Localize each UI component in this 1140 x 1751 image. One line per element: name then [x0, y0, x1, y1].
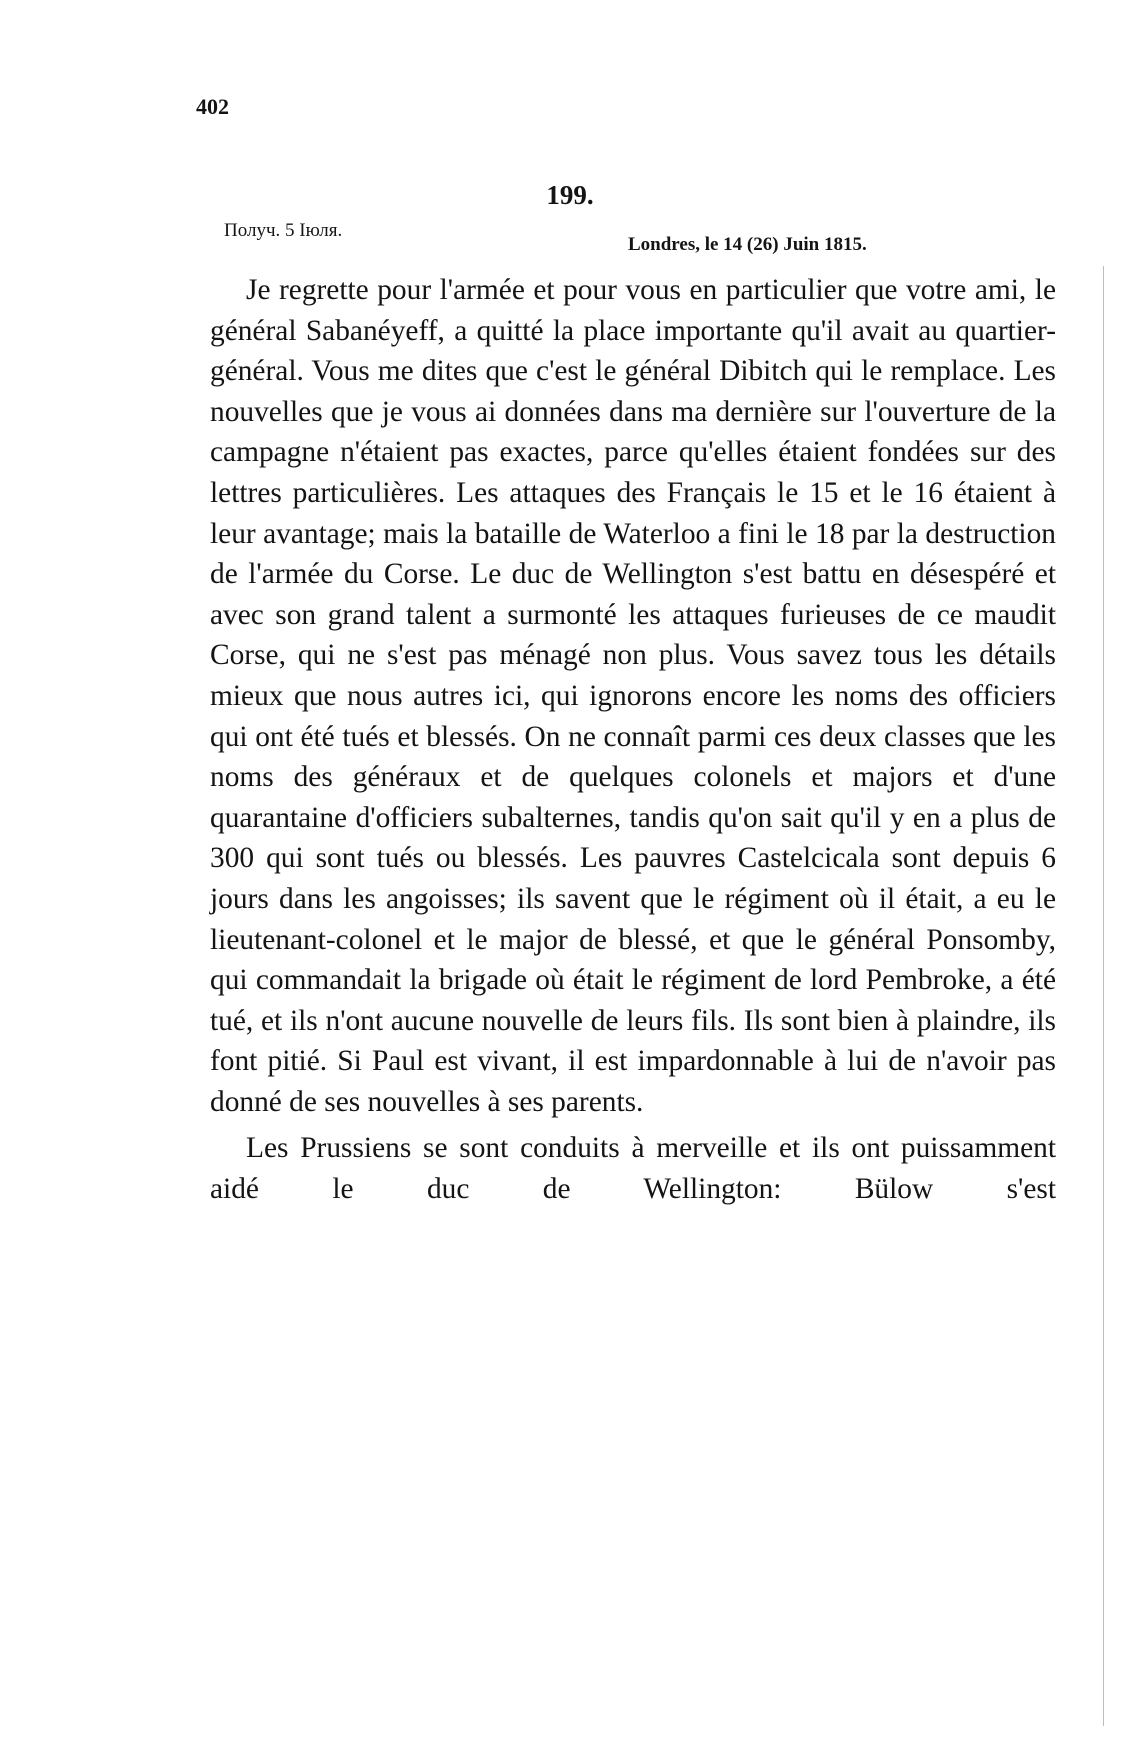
paragraph-2: Les Prussiens se sont conduits à merveille et ils ont puissamment aidé le duc de Wellington: Bülow s'est	[210, 1132, 1056, 1206]
page-edge-mark	[1103, 266, 1104, 1726]
letter-number: 199.	[546, 180, 594, 210]
paragraph-1: Je regrette pour l'armée et pour vous en particulier que votre ami, le général Sabanéyeff, a quitté la place importante qu'il avait au quartier-général. Vous me dites que c'est le général Dibitch qui le remplace. Les nouvelles que je vous ai données dans ma dernière sur l'ouverture de la campagne n'étaient pas exactes, parce qu'elles étaient fondées sur des lettres particulières. Les attaques des Français le 15 et le 16 étaient à leur avantage; mais la bataille de Waterloo a fini le 18 par la destruction de l'armée du Corse. Le duc de Wellington s'est battu en désespéré et avec son grand talent a surmonté les attaques furieuses de ce maudit Corse, qui ne s'est pas ménagé non plus. Vous savez tous les détails mieux que nous autres ici, qui ignorons encore les noms des officiers qui ont été tués et blessés. On ne connaît parmi ces deux classes que les noms des généraux et de quelques colonels et majors et d'une quarantaine d'officiers subalternes, tandis qu'on sait qu'il y en a plus de 300 qui sont tués ou blessés. Les pauvres Castelcicala sont depuis 6 jours dans les angoisses; ils savent que le régiment où il était, a eu le lieutenant-colonel et le major de blessé, et que le général Ponsomby, qui commandait la brigade où était le régiment de lord Pembroke, a été tué, et ils n'ont aucune nouvelle de leurs fils. Ils sont bien à plaindre, ils font pitié. Si Paul est vivant, il est impardonnable à lui de n'avoir pas donné de ses nouvelles à ses parents.	[210, 274, 1056, 1118]
letter-body	[210, 270, 1056, 1210]
received-note: Получ. 5 Іюля.	[224, 220, 343, 241]
page-number: 402	[196, 94, 229, 119]
dateline: Londres, le 14 (26) Juin 1815.	[628, 234, 867, 255]
